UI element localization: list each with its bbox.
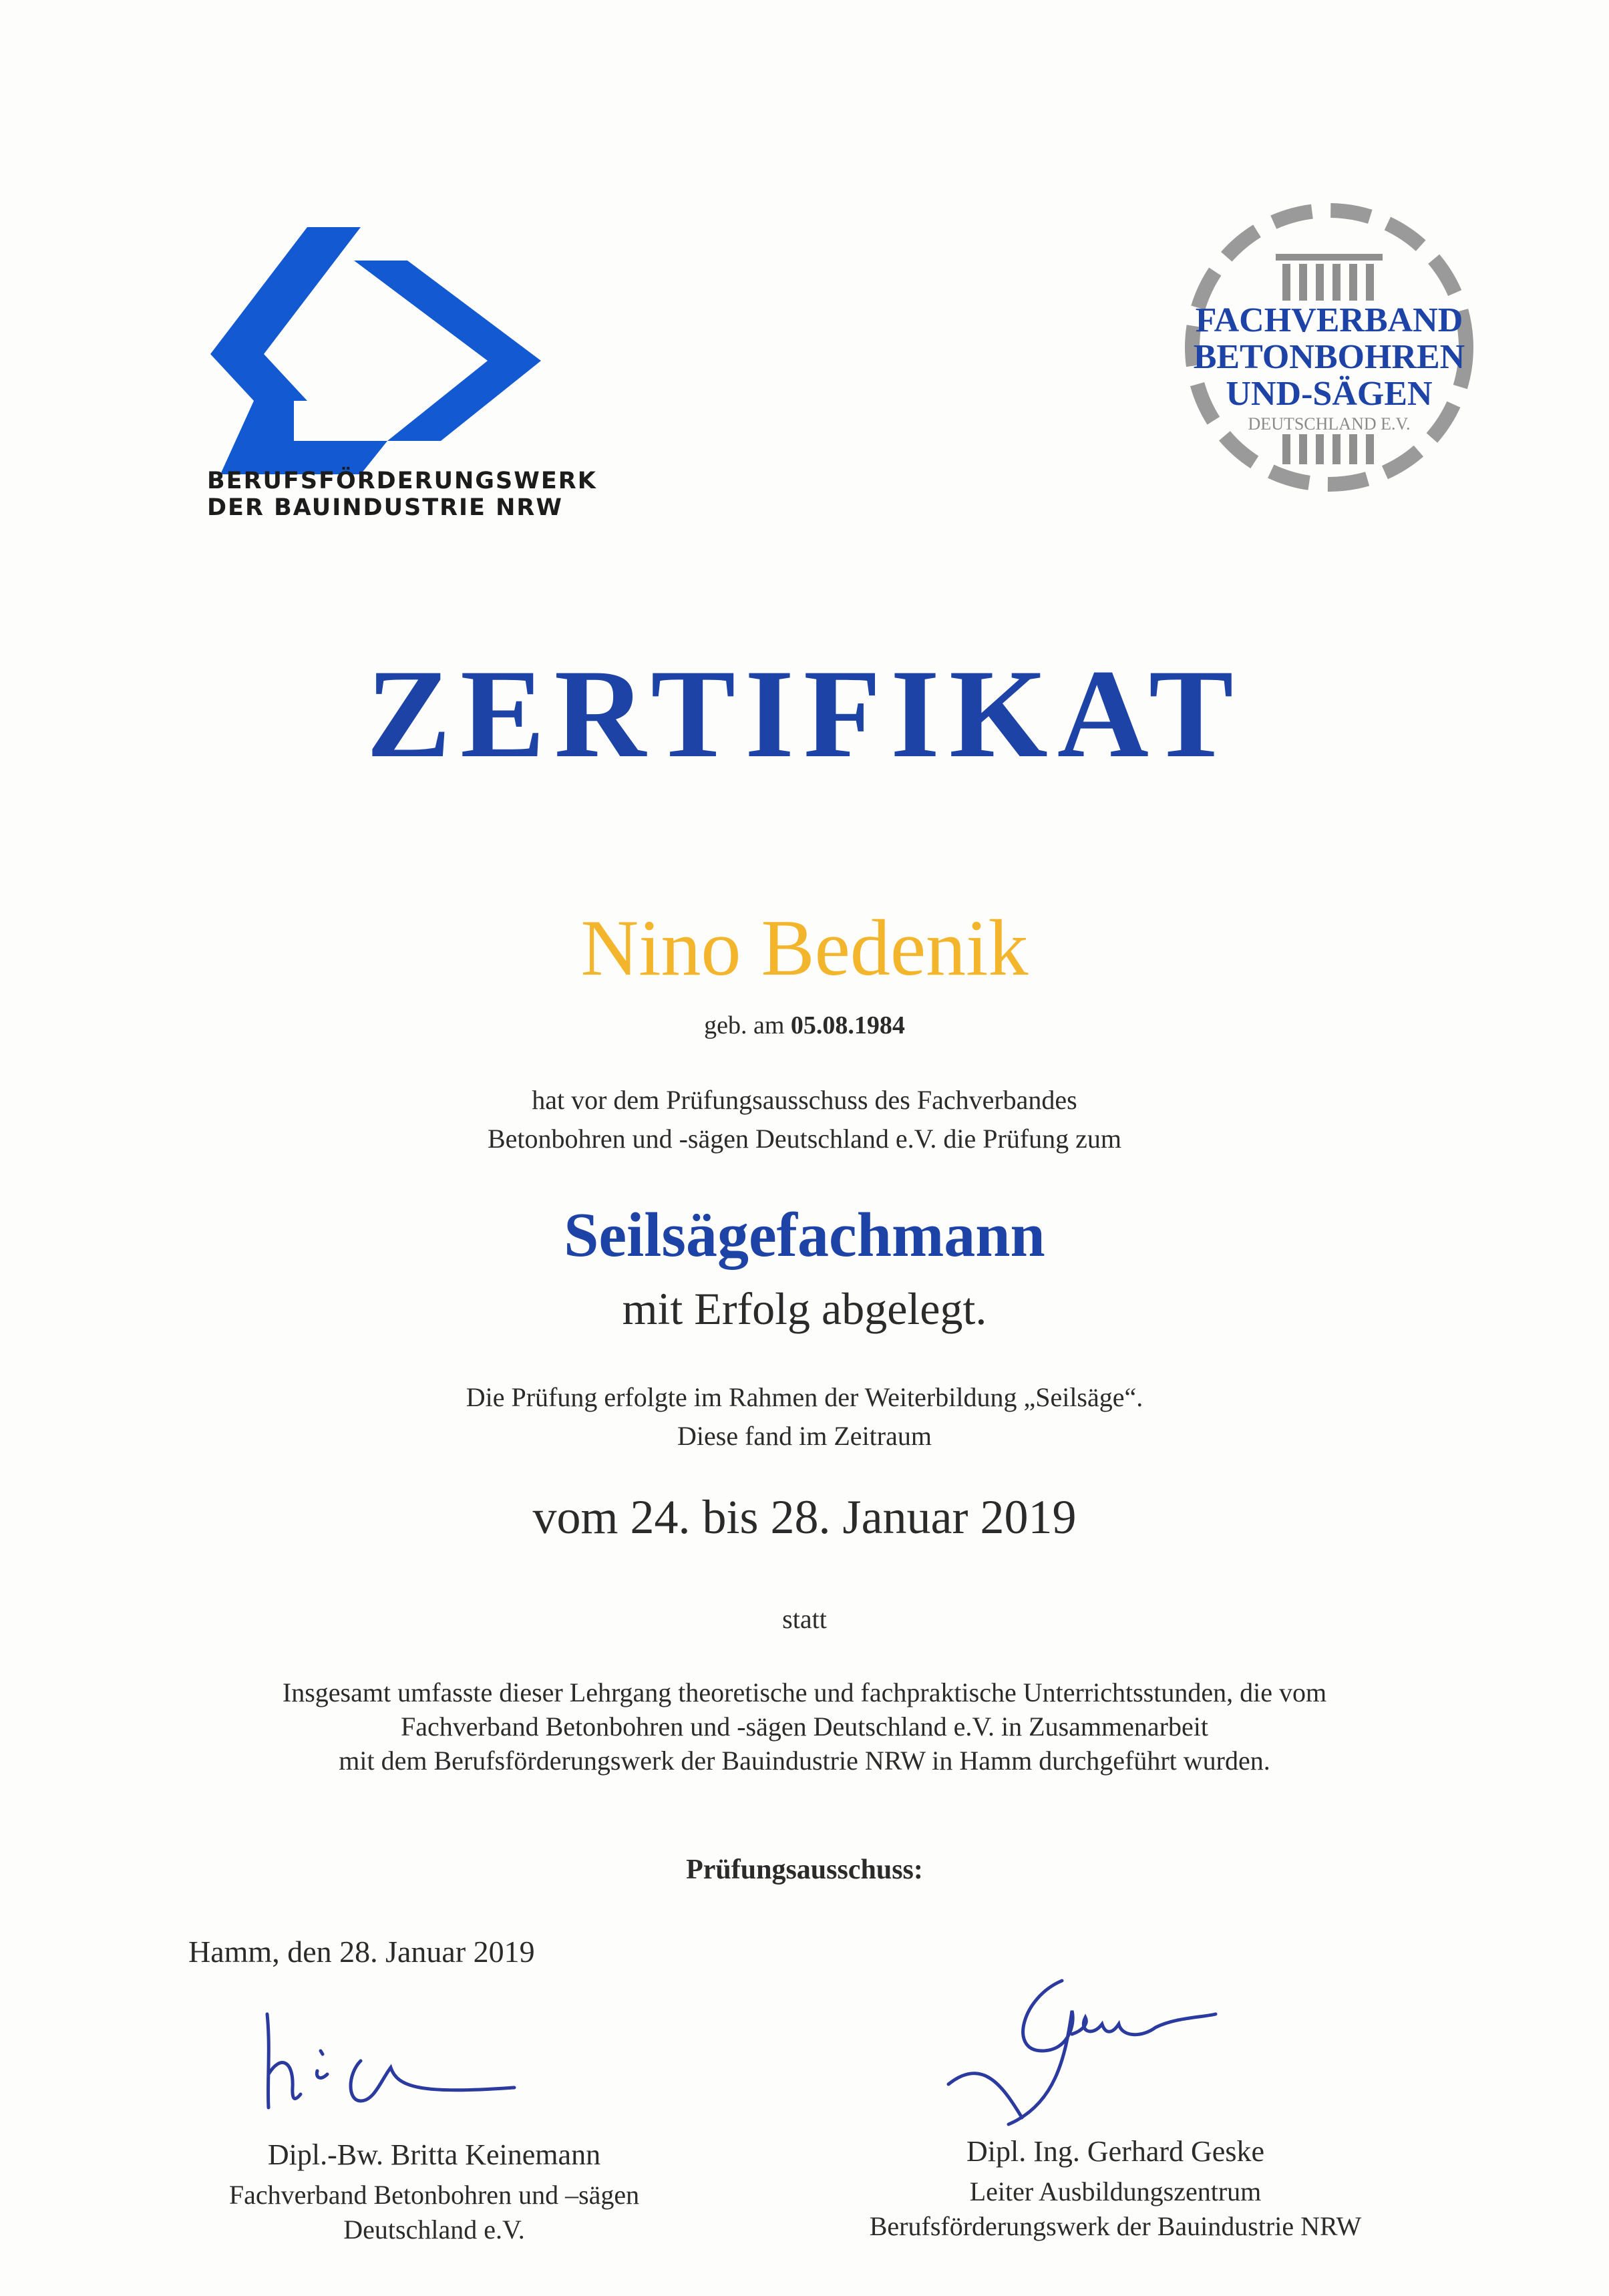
success-line: mit Erfolg abgelegt. <box>622 1283 987 1334</box>
birth-prefix: geb. am <box>704 1011 785 1039</box>
committee-label: Prüfungsausschuss: <box>686 1854 923 1885</box>
intro-line1: hat vor dem Prüfungsausschuss des Fachverbandes <box>532 1085 1077 1115</box>
seal-text-line3: UND-SÄGEN <box>1226 375 1433 413</box>
certificate-title: ZERTIFIKAT <box>366 644 1243 784</box>
signatory-right-name: Dipl. Ing. Gerhard Geske <box>966 2135 1264 2168</box>
logo-text-line2: DER BAUINDUSTRIE NRW <box>207 494 563 521</box>
logo-text-line1: BERUFSFÖRDERUNGSWERK <box>207 468 597 494</box>
birth-line <box>0 1011 1609 1040</box>
description-line2: Fachverband Betonbohren und -sägen Deutschland e.V. in Zusammenarbeit <box>401 1711 1208 1742</box>
seal-text-line2: BETONBOHREN <box>1193 338 1465 376</box>
recipient-name: Nino Bedenik <box>580 903 1029 992</box>
intro-line2: Betonbohren und -sägen Deutschland e.V. die Prüfung zum <box>487 1124 1122 1154</box>
signatory-left-org-line1: Fachverband Betonbohren und –sägen <box>228 2180 640 2210</box>
place-date: Hamm, den 28. Januar 2019 <box>188 1935 535 1969</box>
statt-text: statt <box>782 1604 827 1634</box>
qualification-title: Seilsägefachmann <box>564 1200 1045 1270</box>
bfw-logo <box>194 220 597 521</box>
seal-text-line4: DEUTSCHLAND E.V. <box>1248 414 1411 434</box>
signature-left-icon <box>254 2001 534 2121</box>
signature-right-icon <box>922 1971 1269 2131</box>
description-line3: mit dem Berufsförderungswerk der Bauindustrie NRW in Hamm durchgeführt wurden. <box>339 1746 1270 1776</box>
training-line1: Die Prüfung erfolgte im Rahmen der Weiterbildung „Seilsäge“. <box>466 1382 1143 1412</box>
signatory-right-role: Leiter Ausbildungszentrum <box>969 2176 1262 2206</box>
seal-text-line1: FACHVERBAND <box>1195 301 1463 339</box>
birth-date: 05.08.1984 <box>790 1011 905 1039</box>
description-line1: Insgesamt umfasste dieser Lehrgang theoretische und fachpraktische Unterrichtsstunden, die vom <box>282 1677 1327 1707</box>
signatory-right-org: Berufsförderungswerk der Bauindustrie NRW <box>869 2211 1362 2241</box>
signatory-left-name: Dipl.-Bw. Britta Keinemann <box>267 2138 601 2171</box>
signatory-left-org-line2: Deutschland e.V. <box>343 2215 525 2245</box>
training-line2: Diese fand im Zeitraum <box>677 1421 932 1451</box>
training-period: vom 24. bis 28. Januar 2019 <box>532 1490 1077 1544</box>
fachverband-seal <box>1176 194 1483 501</box>
house-chevron-logo-icon <box>194 220 568 474</box>
